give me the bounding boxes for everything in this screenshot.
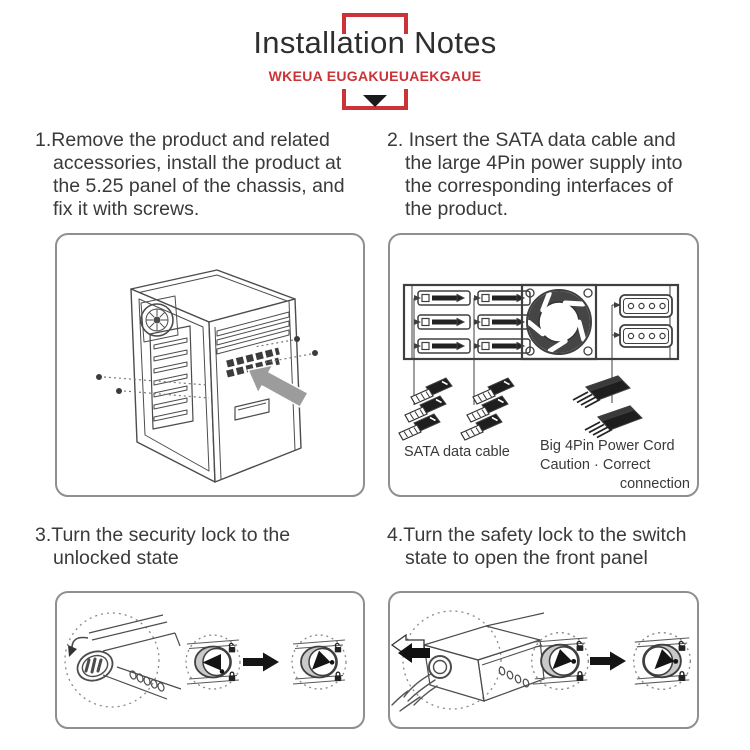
power-cord-label [540,437,690,494]
chassis-illustration [57,235,363,495]
down-triangle-icon [363,95,387,107]
chassis-illustration-panel [55,233,365,497]
step-3-text [35,524,290,570]
lock-dial-locked-icon [532,633,589,690]
unlock-padlock-icon [678,641,685,651]
lock-dial-unlocked-icon [292,635,346,689]
unlock-padlock-icon [335,643,342,653]
vent-holes [498,666,529,687]
step-number: 4. [387,524,404,546]
lock-knob-icon [429,656,451,678]
arrow-right-icon [243,653,279,672]
step-number: 1. [35,129,52,151]
safety-lock-illustration-panel [388,591,699,729]
page-subtitle: WKEUA EUGAKUEUAEKGAUE [268,68,482,84]
static-text: unlocked state [53,547,179,569]
lock-padlock-icon [577,672,584,681]
static-text: 4.Turn the safety lock to the switch [387,524,687,546]
sata-cable-label: SATA data cable [404,444,510,460]
lock-knob-detail [65,613,181,707]
static-text: accessories, install the product at [53,152,342,174]
safety-lock-illustration [390,593,697,727]
static-text: 3.Turn the security lock to the [35,524,291,546]
arrow-right-icon [590,652,626,671]
molex-port-icon [620,295,672,347]
step-1-text [35,129,345,221]
device-side [424,645,484,701]
static-text: 2. Insert the SATA data cable and [387,129,676,151]
static-text: the 5.25 panel of the chassis, and [53,175,345,197]
device-top [424,626,540,660]
lock-knob-icon [73,646,117,685]
static-text: Big 4Pin Power Cord [540,438,675,454]
static-text: connection [619,476,690,492]
fan-icon [522,285,596,359]
security-lock-illustration-panel [55,591,365,729]
lock-padlock-icon [229,672,235,681]
unlock-padlock-icon [229,643,236,653]
unlock-padlock-icon [576,641,583,651]
lock-dial-switch-icon [634,633,691,690]
static-text: the large 4Pin power supply into [405,152,683,174]
molex-plug-icon [573,376,642,438]
rear-panel-illustration-panel [388,233,699,497]
hand-pull-detail [392,611,544,711]
step-number: 3. [35,524,52,546]
static-text: state to open the front panel [405,547,648,569]
static-text: Caution · Correct [540,457,651,473]
static-text: the product. [405,198,508,220]
hand-icon [392,674,437,711]
lock-padlock-icon [679,672,686,681]
static-text: 1.Remove the product and related [35,129,330,151]
static-text: fix it with screws. [53,198,200,220]
static-text: the corresponding interfaces of [405,175,673,197]
lock-padlock-icon [335,672,341,681]
page-title: Installation Notes [253,25,497,60]
step-2-text [387,129,683,221]
step-number: 2. [387,129,409,151]
lock-dial-locked-icon [186,635,240,689]
bottom-bracket-icon [342,89,408,110]
step-4-text [387,524,687,570]
security-lock-illustration [57,593,363,727]
sata-cable-icon [399,378,514,440]
